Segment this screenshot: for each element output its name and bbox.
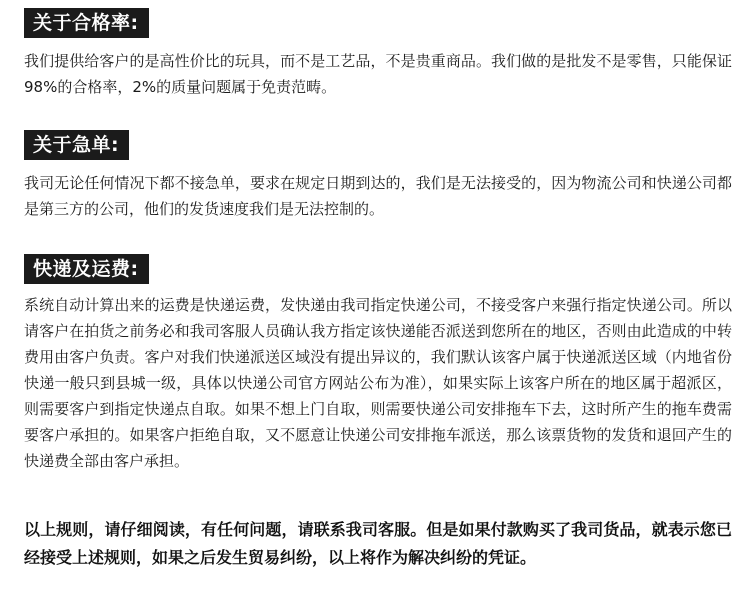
section-urgent-orders — [24, 130, 732, 222]
section-heading-shipping-fees: 快递及运费: — [24, 254, 149, 284]
section-body-pass-rate: 我们提供给客户的是高性价比的玩具，而不是工艺品，不是贵重商品。我们做的是批发不是零售，只能保证98%的合格率，2%的质量问题属于免责范畴。 — [24, 52, 732, 96]
section-body-urgent-orders: 我司无论任何情况下都不接急单，要求在规定日期到达的，我们是无法接受的，因为物流公司和快递公司都是第三方的公司，他们的发货速度我们是无法控制的。 — [24, 174, 732, 218]
closing-text: 以上规则，请仔细阅读，有任何问题，请联系我司客服。但是如果付款购买了我司货品，就表示您已经接受上述规则，如果之后发生贸易纠纷，以上将作为解决纠纷的凭证。 — [24, 520, 732, 567]
section-pass-rate — [24, 8, 732, 100]
section-heading-urgent-orders: 关于急单: — [24, 130, 129, 160]
section-body-shipping-fees: 系统自动计算出来的运费是快递运费，发快递由我司指定快递公司，不接受客户来强行指定快递公司。所以请客户在拍货之前务必和我司客服人员确认我方指定该快递能否派送到您所在的地区，否则由此造成的中转费用由客户负责。客户对我们快递派送区域没有提出异议的，我们默认该客户属于快递派送区域（内地省份快递一般只到县城一级，具体以快递公司官方网站公布为准），如果实际上该客户所在的地区属于超派区，则需要客户到指定快递点自取。如果不想上门自取，则需要快递公司安排拖车下去，这时所产生的拖车费需要客户承担的。如果客户拒绝自取，又不愿意让快递公司安排拖车派送，那么该票货物的发货和退回产生的快递费全部由客户承担。 — [24, 296, 732, 470]
section-shipping-fees — [24, 254, 732, 474]
closing-statement — [24, 516, 732, 572]
section-heading-pass-rate: 关于合格率: — [24, 8, 149, 38]
